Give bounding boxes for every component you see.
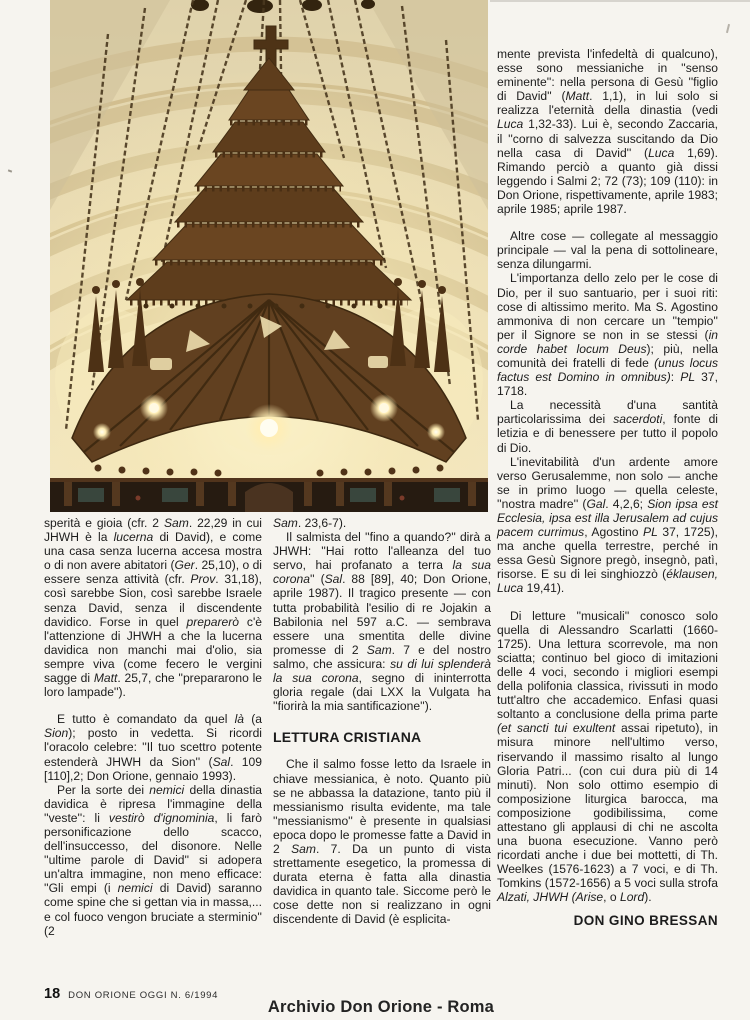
paragraph: Per la sorte dei nemici della dinastia davidica è ripresa l'immagine della ''veste'': li vestirò d'ignominia, li farò personificazione dello scacco, dell'insuccesso, del disonore. Nelle ''ultime parole di David'' si adopera un'altra immagine, non meno efficace: ''Gli empi (i nemici di David) saranno come spine che si gettan via in massa,... e col fuoco vengon bruciate a sterminio'' (2 (44, 782, 262, 938)
paragraph: mente prevista l'infedeltà di qualcuno), esse sono messianiche in ''senso eminente'': nella persona di Gesù ''figlio di David'' (Matt. 1,1), in lui solo si realizza l'eternità della dinastia (vedi Luca 1,32-33). Lui è, secondo Zaccaria, il ''corno di salvezza suscitando da Dio nella casa di David'' (Luca 1,69). Rimando perciò a quanto già dissi leggendo i Salmi 2; 72 (73); 109 (110): in Don Orione, rispettivamente, aprile 1983; aprile 1985; aprile 1987. (497, 47, 718, 217)
paragraph: Altre cose — collegate al messaggio principale — val la pena di sottolineare, senza dilungarmi. (497, 229, 718, 272)
archive-caption: Archivio Don Orione - Roma (267, 998, 495, 1016)
scan-speck (8, 169, 12, 172)
paragraph: L'inevitabilità d'un ardente amore verso Gerusalemme, non solo — anche se in primo luogo — quella celeste, ''nostra madre'' (Gal. 4,2,6; Sion ipsa est Ecclesia, ipsa est illa Jerusalem ad cujus pacem currimus, Agostino PL 37, 1725), ma anche quella terrestre, perché in essa Gesù Signore pregò, insegnò, patì, risorse. E su di lei singhiozzò (éklausen, Luca 19,41). (497, 454, 718, 596)
section-heading: LETTURA CRISTIANA (273, 729, 422, 746)
paragraph: Il salmista del ''fino a quando?'' dirà a JHWH: ''Hai rotto l'alleanza del tuo servo, hai profanato a terra la sua corona'' (Sal. 88 [89], 40; Don Orione, aprile 1987). Il tragico presente — con tutta probabilità l'esilio di re Jojakin a Babilonia nel 597 a.C. — sembrava essere una smentita delle divine promesse di 2 Sam. 7 e del nostro salmo, che assicura: su di lui splenderà la sua corona, segno di ininterrotta gloria regale (dai LXX la Vulgata ha ''fiorirà la mia santificazione''). (273, 530, 492, 714)
paragraph: Che il salmo fosse letto da Israele in chiave messianica, è noto. Quanto più se ne abbassa la datazione, tanto più il messianismo risulta evidente, ma tale ''messianismo'' è presente in qualsiasi epoca dopo le promesse fatte a David in 2 Sam. 7. Da un punto di vista strettamente esegetico, la promessa di durata eterna è fatta alla dinastia davidica in quanto tale. Siccome però le cose dette non si realizzano in ogni discendente di David (è esplicita- (273, 757, 492, 927)
page-number: 18 (44, 986, 61, 1002)
paragraph: sperità e gioia (cfr. 2 Sam. 22,29 in cui JHWH è la lucerna di David), e come una casa senza lucerna accesa mostra o di non avere abitatori (Ger. 25,10), o di essere senza attività (cfr. Prov. 31,18), così sarebbe Sion, così sarebbe Israele senza David, senza il discendente davidico. Forse in quel preparerò c'è l'attenzione di JHWH a che la lucerna davidica non manchi mai d'olio, sia sempre viva (come fecero le vergini sagge di Matt. 25,7, che ''prepararono le loro lampade''). (44, 516, 262, 700)
paragraph: E tutto è comandato da quel là (a Sion); posto in vedetta. Si ricordi l'oracolo celebre: ''Il tuo scettro potente estenderà JHWH da Sion'' (Sal. 109 [110],2; Don Orione, gennaio 1993). (44, 712, 262, 783)
text-column-right (497, 47, 718, 928)
text-column-middle (273, 516, 491, 927)
scan-edge-artifact (490, 0, 750, 2)
chandelier-photo (50, 0, 488, 512)
paragraph: L'importanza dello zelo per le cose di Dio, per il suo santuario, per i suoi riti: cose di altissimo merito. Ma S. Agostino ammoniva di non cercare un ''tempio'' per il Signore se non in se stessi (in corde habet locum Deus); più, nella comunità dei fratelli di fede (unus locus factus est Domino in omnibus): PL 37, 1718. (497, 271, 718, 399)
paragraph: Di letture ''musicali'' conosco solo quella di Alessandro Scarlatti (1660-1725). Una lettura scorrevole, ma non sciatta; continuo bel gioco di imitazioni delle 4 voci, secondo i migliori esempi della polifonia classica, rivissuti in modo tutt'altro che accademico. Enfasi quasi soltanto a conclusione della prima parte (et sancti tui exultent assai ripetuto), in misura minore nell'ultimo verso, riservando il massimo risalto al lungo Gloria Patri... (con cui dura più di 14 minuti). Non solo ottimo esempio di composizione liturgica barocca, ma composizione godibilissima, come attestano gli applausi di chi ne ascolta una buona esecuzione. Vanno però ricordati anche i due bei mottetti, di Th. Weelkes (1576-1623) a 7 voci, e di Th. Tomkins (1572-1656) a 5 voci sulla strofa Alzati, JHWH (Arise, o Lord). (497, 608, 718, 905)
magazine-issue-label: DON ORIONE OGGI N. 6/1994 (68, 990, 219, 1001)
paragraph: La necessità d'una santità particolarissima dei sacerdoti, fonte di letizia e di benessere per tutto il popolo di Dio. (497, 398, 718, 455)
byline: DON GINO BRESSAN (573, 912, 718, 928)
photo-frame (50, 0, 488, 512)
paragraph: Sam. 23,6-7). (273, 516, 347, 530)
text-column-left (44, 516, 262, 938)
scan-speck (726, 24, 730, 33)
